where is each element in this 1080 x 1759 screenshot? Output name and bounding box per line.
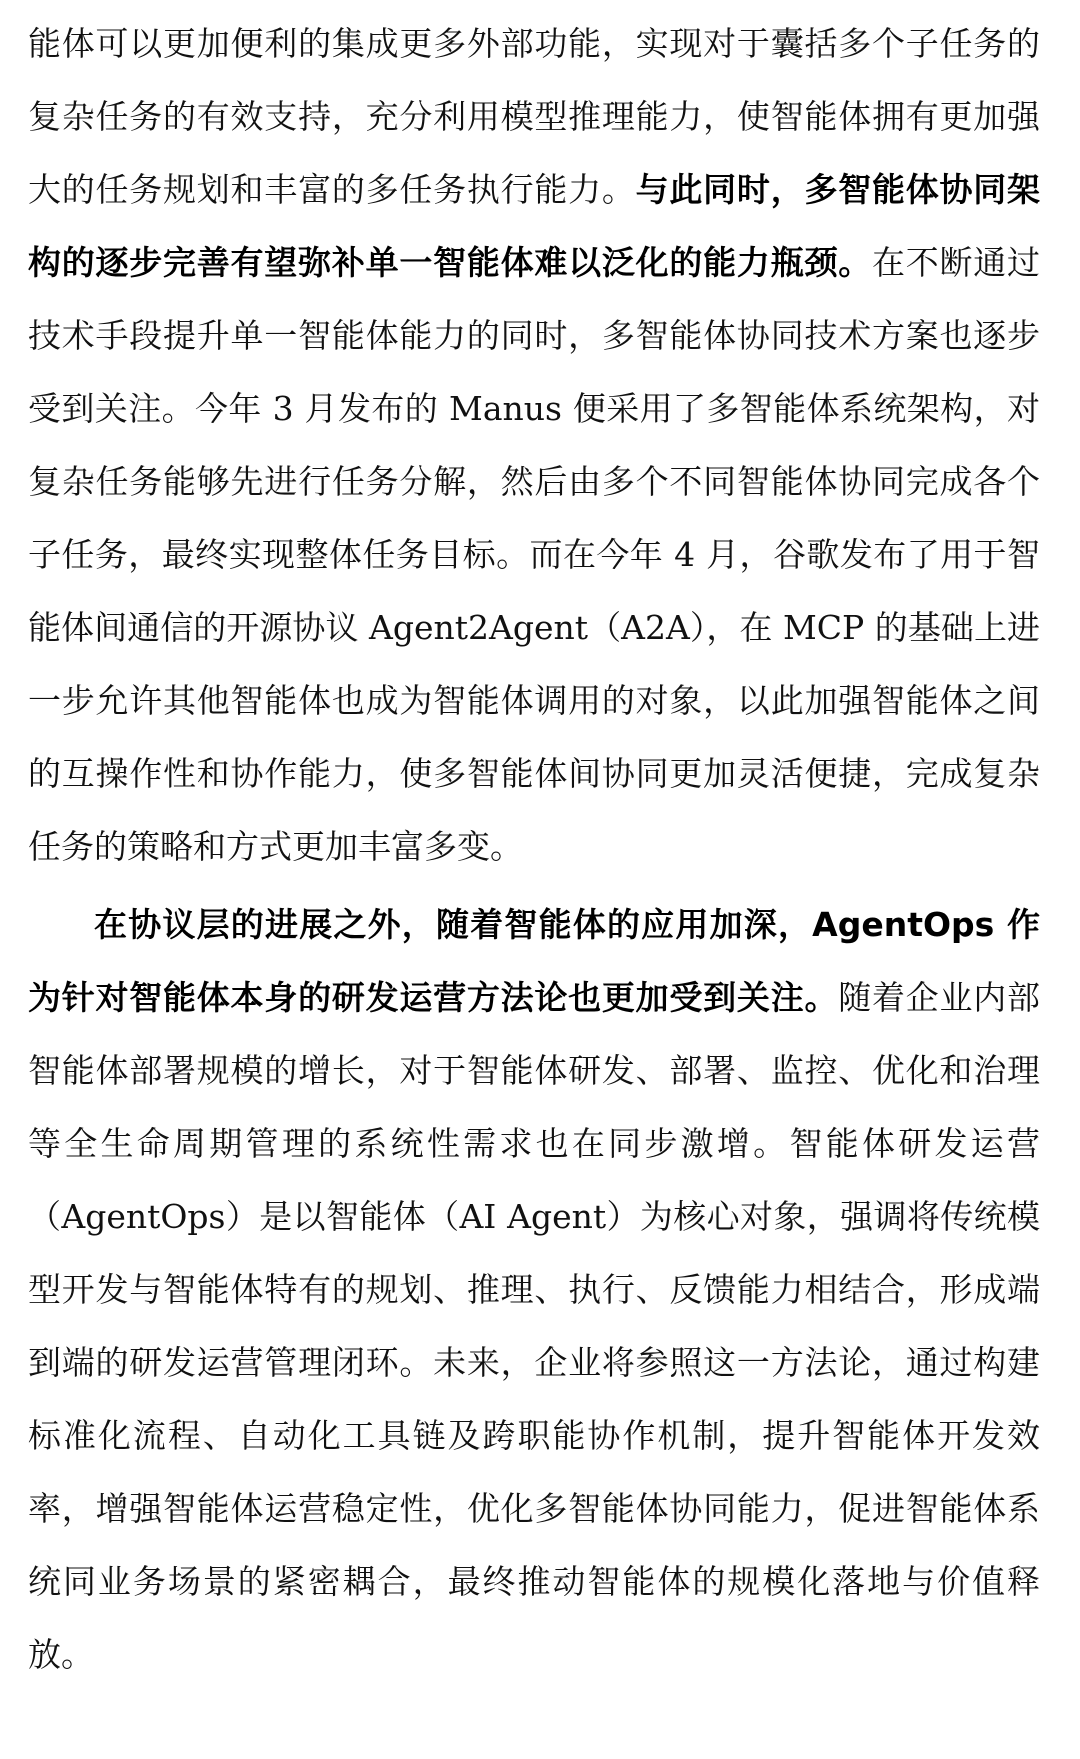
- paragraph-text: 在不断通过技术手段提升单一智能体能力的同时，多智能体协同技术方案也逐步受到关注。今年 3 月发布的 Manus 便采用了多智能体系统架构，对复杂任务能够先进行任务分解，然后由多个不同智能体协同完成各个子任务，最终实现整体任务目标。而在今年 4 月，谷歌发布了用于智能体间通信的开源协议 Agent2Agent（A2A），在 MCP 的基础上进一步允许其他智能体也成为智能体调用的对象，以此加强智能体之间的互操作性和协作能力，使多智能体间协同更加灵活便捷，完成复杂任务的策略和方式更加丰富多变。: [28, 243, 1041, 866]
- paragraph-agentops: [28, 888, 1040, 1691]
- paragraph-text: 随着企业内部智能体部署规模的增长，对于智能体研发、部署、监控、优化和治理等全生命周期管理的系统性需求也在同步激增。智能体研发运营（AgentOps）是以智能体（AI Agent）为核心对象，强调将传统模型开发与智能体特有的规划、推理、执行、反馈能力相结合，形成端到端的研发运营管理闭环。未来，企业将参照这一方法论，通过构建标准化流程、自动化工具链及跨职能协作机制，提升智能体开发效率，增强智能体运营稳定性，优化多智能体协同能力，促进智能体系统同业务场景的紧密耦合，最终推动智能体的规模化落地与价值释放。: [28, 978, 1041, 1674]
- document-page: [28, 0, 1040, 1691]
- paragraph-text: 能体可以更加便利的集成更多外部功能，实现对于囊括多个子任务的复杂任务的有效支持，充分利用模型推理能力，使智能体拥有更加强大的任务规划和丰富的多任务执行能力。: [28, 24, 1040, 209]
- bold-key-sentence: 与此同时，多智能体协同架构的逐步完善有望弥补单一智能体难以泛化的能力瓶颈。: [28, 170, 1041, 282]
- bold-key-sentence: 在协议层的进展之外，随着智能体的应用加深，AgentOps 作为针对智能体本身的研发运营方法论也更加受到关注。: [28, 905, 1040, 1017]
- paragraph-multi-agent: [28, 0, 1040, 883]
